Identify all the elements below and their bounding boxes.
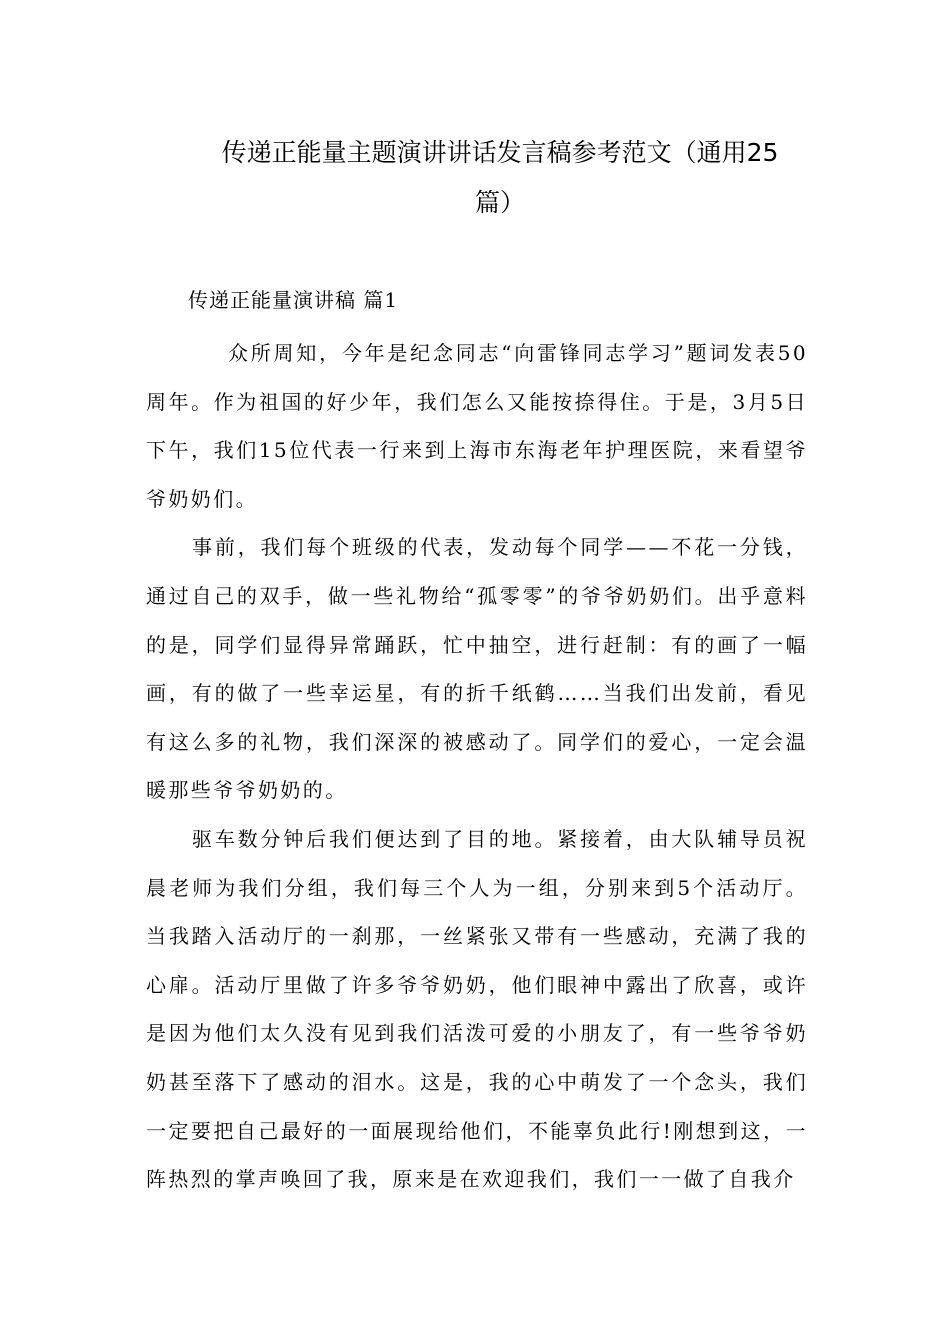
paragraph-2: 事前，我们每个班级的代表，发动每个同学——不花一分钱，通过自己的双手，做一些礼物给“孤零零”的爷爷奶奶们。出乎意料的是，同学们显得异常踊跃，忙中抽空，进行赶制：有的画了一幅画，有的做了一些幸运星，有的折千纸鹤……当我们出发前，看见有这么多的礼物，我们深深的被感动了。同学们的爱心，一定会温暖那些爷爷奶奶的。 — [146, 535, 808, 803]
title-line-2: 篇） — [474, 188, 525, 217]
body-text — [146, 329, 808, 1204]
paragraph-1: 众所周知，今年是纪念同志“向雷锋同志学习”题词发表50周年。作为祖国的好少年，我们怎么又能按捺得住。于是，3月5日下午，我们15位代表一行来到上海市东海老年护理医院，来看望爷爷奶奶们。 — [146, 341, 808, 511]
title-line-1: 传递正能量主题演讲讲话发言稿参考范文（通用25 — [221, 138, 779, 167]
section-heading: 传递正能量演讲稿 篇1 — [188, 288, 399, 312]
paragraph-3: 驱车数分钟后我们便达到了目的地。紧接着，由大队辅导员祝晨老师为我们分组，我们每三个人为一组，分别来到5个活动厅。当我踏入活动厅的一刹那，一丝紧张又带有一些感动，充满了我的心扉。活动厅里做了许多爷爷奶奶，他们眼神中露出了欣喜，或许是因为他们太久没有见到我们活泼可爱的小朋友了，有一些爷爷奶奶甚至落下了感动的泪水。这是，我的心中萌发了一个念头，我们一定要把自己最好的一面展现给他们，不能辜负此行!刚想到这，一阵热烈的掌声唤回了我，原来是在欢迎我们，我们一一做了自我介 — [146, 826, 808, 1192]
document-title — [200, 128, 800, 228]
